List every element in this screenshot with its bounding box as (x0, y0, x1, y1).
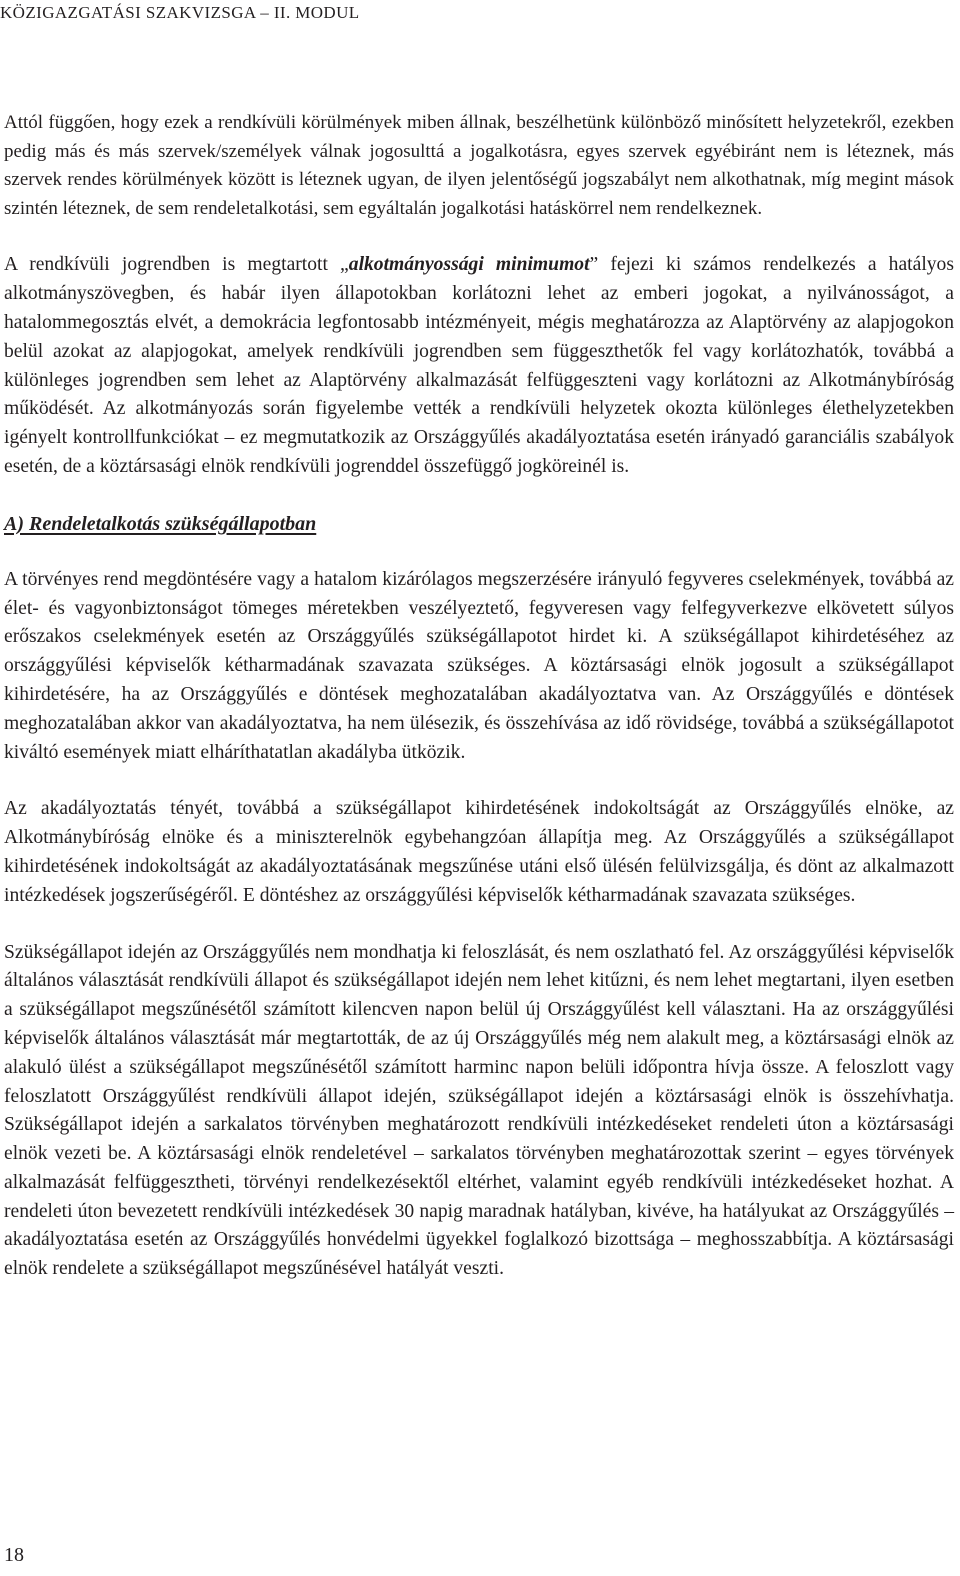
paragraph-text-lead: A rendkívüli jogrendben is megtartott „ (4, 254, 349, 276)
section-heading: A) Rendeletalkotás szükségállapotban (4, 512, 317, 535)
paragraph-text-rest: ” fejezi ki számos rendelkezés a hatályos alkotmányszövegben, és habár ilyen állapotokban korlátozni lehet az emberi jogokat, a nyilvánosságot, a hatalommegosztás elvét, a demokrácia legfontosabb intézményeit, mégis meghatározza az Alaptörvény az alapjogokon belül azokat az alapjogokat, amelyek rendkívüli jogrendben sem függeszthetők fel vagy korlátozhatók, továbbá a különleges jogrendben sem lehet az Alaptörvény alkalmazását felfüggeszteni vagy korlátozni az Alkotmánybíróság működését. Az alkotmányozás során figyelembe vették a rendkívüli helyzetek okozta különleges élethelyzetekben igényelt kontrollfunkciókat – ez megmutatkozik az Országgyűlés akadályoztatása esetén irányadó garanciális szabályok esetén, de a köztársasági elnök rendkívüli jogrenddel összefüggő jogköreinél is. (4, 254, 954, 477)
running-header: KÖZIGAZGATÁSI SZAKVIZSGA – II. MODUL (0, 3, 360, 22)
emphasized-term: alkotmányossági minimumot (348, 254, 590, 276)
paragraph-special-situations: Attól függően, hogy ezek a rendkívüli körülmények miben állnak, beszélhetünk különböző minősített helyzetekről, ezekben pedig más és más szervek/személyek válnak jogosulttá a jogalkotásra, egyes szervek egyébiránt nem is léteznek, más szervek rendes körülmények között is léteznek ugyan, de ilyen jelentőségű jogszabályt nem alkothatnak, míg megint mások szintén léteznek, de sem rendeletalkotási, sem egyáltalán jogalkotási hatáskörrel nem rendelkeznek. (4, 112, 954, 219)
paragraph-obstruction: Az akadályoztatás tényét, továbbá a szükségállapot kihirdetésének indokoltságát az Országgyűlés elnöke, az Alkotmánybíróság elnöke és a miniszterelnök egybehangzóan állapítja meg. Az Országgyűlés a szükségállapot kihirdetésének indokoltságát az akadályoztatásának megszűnése utáni első ülésén felülvizsgálja, és dönt az alkalmazott intézkedések jogszerűségéről. E döntéshez az országgyűlési képviselők kétharmadának szavazata szükséges. (4, 798, 954, 906)
paragraph-state-of-emergency: A törvényes rend megdöntésére vagy a hatalom kizárólagos megszerzésére irányuló fegyveres cselekmények, továbbá az élet- és vagyonbiztonságot tömeges méretekben veszélyeztető, fegyveresen vagy felfegyverkezve elkövetett súlyos erőszakos cselekmények esetén az Országgyűlés szükségállapotot hirdet ki. A szükségállapot kihirdetéséhez az országgyűlési képviselők kétharmadának szavazata szükséges. A köztársasági elnök jogosult a szükségállapot kihirdetésére, ha az Országgyűlés e döntések meghozatalában akadályoztatva van. Az Országgyűlés e döntések meghozatalában akkor van akadályoztatva, ha nem ülésezik, és összehívása az idő rövidsége, továbbá a szükségállapotot kiváltó események miatt elháríthatatlan akadályba ütközik. (4, 568, 954, 763)
paragraph-constitutional-minimum (4, 251, 954, 481)
page-number: 18 (4, 1544, 24, 1566)
page-body (4, 109, 954, 1284)
paragraph-parliament-dissolution: Szükségállapot idején az Országgyűlés nem mondhatja ki feloszlását, és nem oszlatható fel. Az országgyűlési képviselők általános választását rendkívüli állapot és szükségállapot idején nem lehet kitűzni, és nem lehet megtartani, ilyen esetben a szükségállapot megszűnésétől számított kilencven napon belül új Országgyűlést kell választani. Ha az országgyűlési képviselők általános választását már megtartották, de az új Országgyűlés még nem alakult meg, a köztársasági elnök az alakuló ülést a szükségállapot megszűnésétől számított harminc napon belüli időpontra hívja össze. A feloszlott vagy feloszlatott Országgyűlést rendkívüli állapot idején, szükségállapot idején a köztársasági elnök is összehívhatja. Szükségállapot idején a sarkalatos törvényben meghatározott rendkívüli intézkedéseket rendeleti úton a köztársasági elnök vezeti be. A köztársasági elnök rendeletével – sarkalatos törvényben meghatározottak szerint – egyes törvények alkalmazását felfüggesztheti, törvényi rendelkezésektől eltérhet, valamint egyéb rendkívüli intézkedéseket hozhat. A rendeleti úton bevezetett rendkívüli intézkedések 30 napig maradnak hatályban, kivéve, ha hatályukat az Országgyűlés – akadályoztatása esetén az Országgyűlés honvédelmi ügyekkel foglalkozó bizottsága – meghosszabbítja. A köztársasági elnök rendelete a szükségállapot megszűnésével hatályát veszti. (4, 941, 954, 1280)
